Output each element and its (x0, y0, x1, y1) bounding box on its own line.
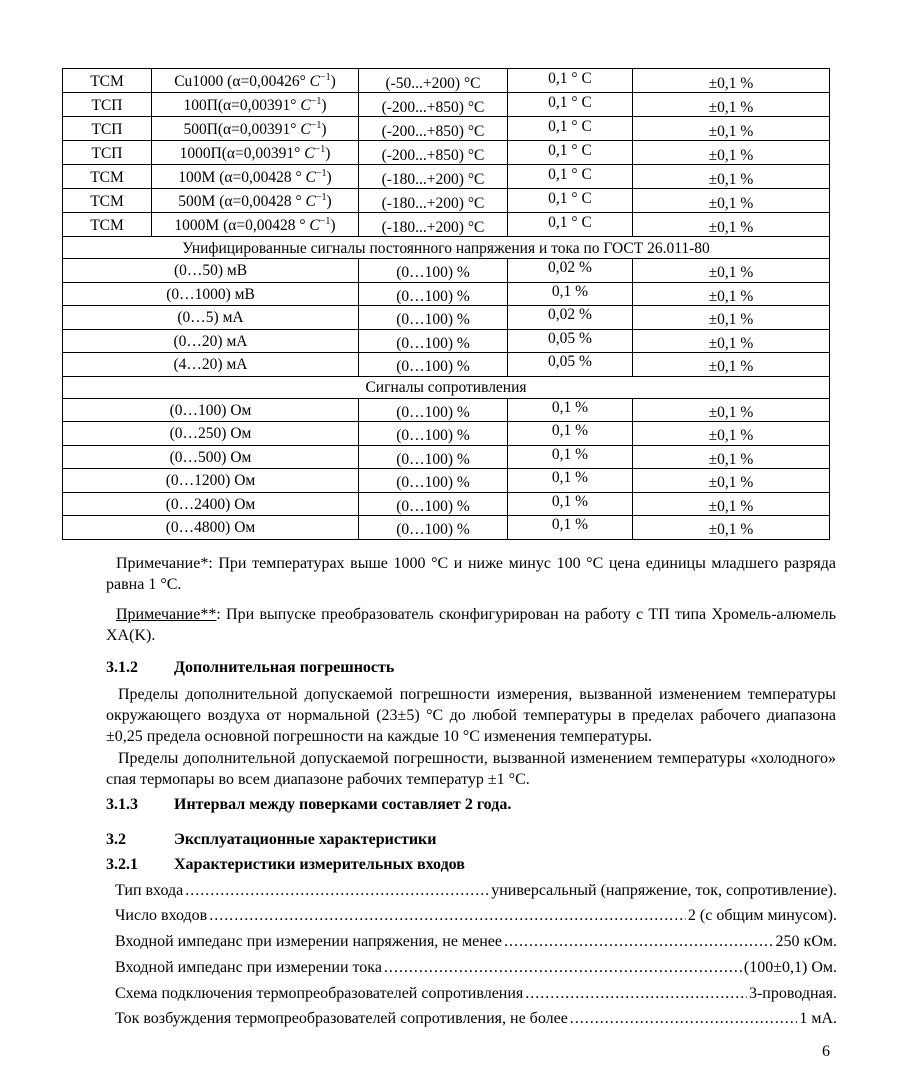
table-row (63, 398, 830, 422)
range-cell (359, 282, 508, 306)
table-row (63, 93, 830, 117)
range-cell (359, 445, 508, 469)
accuracy-cell (633, 213, 830, 237)
heading-title: Дополнительная погрешность (174, 659, 395, 676)
section-header-resistance: Сигналы сопротивления (63, 376, 830, 398)
accuracy-text: ±0,1 % (708, 170, 754, 188)
resolution-cell (508, 189, 633, 213)
range-cell (359, 189, 508, 213)
accuracy-text: ±0,1 % (708, 403, 754, 421)
unit-exponent: −1 (315, 191, 327, 203)
resolution-text: 0,1 % (551, 398, 589, 416)
spec-label: Схема подключения термопреобразователей сопротивления (115, 985, 524, 1002)
resolution-text: 0,1 ° С (548, 189, 592, 207)
sensor-name-cell (152, 69, 359, 93)
heading-title: Интервал между поверками составляет 2 года. (174, 796, 512, 813)
unit-exponent: −1 (319, 71, 331, 83)
signal-cell: (0…5) мА (63, 306, 359, 330)
unit-exponent: −1 (310, 95, 322, 107)
resolution-text: 0,1 % (551, 422, 589, 440)
accuracy-cell (633, 329, 830, 353)
leader-dots (209, 905, 686, 927)
accuracy-text: ±0,1 % (708, 521, 754, 539)
heading-3-1-3 (106, 796, 511, 814)
range-text: (-180...+200) °С (381, 218, 485, 236)
accuracy-text: ±0,1 % (708, 287, 754, 305)
resolution-cell (508, 141, 633, 165)
resolution-text: 0,1 % (551, 445, 589, 463)
heading-number: 3.1.2 (106, 659, 138, 676)
sensor-rows (63, 69, 830, 237)
accuracy-cell (633, 469, 830, 493)
sensor-type-cell: ТСП (63, 117, 152, 141)
range-text: (0…100) % (396, 474, 470, 492)
table-row (63, 469, 830, 493)
unit-symbol: C (305, 192, 316, 210)
table-row (63, 422, 830, 446)
signal-cell: (0…100) Ом (63, 398, 359, 422)
accuracy-cell (633, 282, 830, 306)
resolution-text: 0,1 % (551, 282, 589, 300)
heading-title: Характеристики измерительных входов (174, 856, 465, 873)
accuracy-cell (633, 445, 830, 469)
accuracy-text: ±0,1 % (708, 264, 754, 282)
closing-paren: ) (326, 192, 332, 210)
sensor-type-cell: ТСМ (63, 69, 152, 93)
accuracy-cell (633, 69, 830, 93)
range-text: (0…100) % (396, 264, 470, 282)
spec-value: 1 мА. (799, 1010, 837, 1027)
sensor-name-text: 1000М (α=0,00428 ° (174, 216, 310, 234)
signal-cell: (0…2400) Ом (63, 492, 359, 516)
resolution-text: 0,1 ° С (548, 69, 592, 87)
sensor-name-cell (152, 165, 359, 189)
accuracy-cell (633, 259, 830, 283)
table-row (63, 445, 830, 469)
unit-symbol: C (305, 168, 316, 186)
accuracy-text: ±0,1 % (708, 98, 754, 116)
leader-dots (185, 880, 489, 902)
range-text: (-200...+850) °С (381, 146, 485, 164)
closing-paren: ) (330, 216, 336, 234)
unit-exponent: −1 (319, 215, 331, 227)
resolution-cell (508, 93, 633, 117)
accuracy-text: ±0,1 % (708, 311, 754, 329)
range-cell (359, 213, 508, 237)
accuracy-text: ±0,1 % (708, 122, 754, 140)
spec-input-type (115, 880, 837, 902)
resolution-cell (508, 213, 633, 237)
resolution-cell (508, 306, 633, 330)
resolution-cell (508, 398, 633, 422)
spec-label: Входной импеданс при измерении тока (115, 959, 382, 976)
leader-dots (570, 1008, 798, 1030)
sensor-name-cell (152, 213, 359, 237)
range-cell (359, 93, 508, 117)
spec-voltage-impedance (115, 931, 837, 953)
range-text: (0…100) % (396, 311, 470, 329)
closing-paren: ) (325, 144, 331, 162)
range-cell (359, 306, 508, 330)
spec-value: 250 кОм. (775, 933, 837, 950)
sensor-type-cell: ТСП (63, 93, 152, 117)
resolution-cell (508, 69, 633, 93)
signal-cell: (0…1200) Ом (63, 469, 359, 493)
signal-cell: (0…20) мА (63, 329, 359, 353)
specifications-table (62, 68, 830, 540)
resolution-cell (508, 469, 633, 493)
table-row (63, 189, 830, 213)
resolution-cell (508, 445, 633, 469)
range-cell (359, 141, 508, 165)
range-cell (359, 117, 508, 141)
table-row (63, 213, 830, 237)
note-2-label: Примечание** (116, 606, 217, 623)
range-text: (0…100) % (396, 403, 470, 421)
accuracy-cell (633, 398, 830, 422)
spec-value: 2 (с общим минусом). (687, 907, 837, 924)
accuracy-text: ±0,1 % (708, 146, 754, 164)
sensor-name-text: Cu1000 (α=0,00426° (174, 72, 310, 90)
range-cell (359, 165, 508, 189)
signal-cell: (0…500) Ом (63, 445, 359, 469)
accuracy-cell (633, 422, 830, 446)
unit-symbol: C (304, 144, 315, 162)
unified-section (63, 237, 830, 259)
range-text: (0…100) % (396, 521, 470, 539)
spec-current-impedance (115, 957, 837, 979)
sensor-name-cell (152, 93, 359, 117)
resolution-text: 0,02 % (548, 259, 592, 277)
range-text: (0…100) % (396, 334, 470, 352)
note-1-text: : При температурах выше 1000 °С и ниже минус 100 °С цена единицы младшего разряда равна 1 °С. (106, 555, 836, 593)
range-text: (0…100) % (396, 358, 470, 376)
resolution-text: 0,1 ° С (548, 213, 592, 231)
heading-number: 3.1.3 (106, 796, 138, 813)
sensor-name-text: 100М (α=0,00428 ° (178, 168, 306, 186)
leader-dots (525, 983, 747, 1005)
range-text: (-200...+850) °С (381, 122, 485, 140)
accuracy-text: ±0,1 % (708, 497, 754, 515)
spec-rtd-excitation-current (115, 1008, 837, 1030)
spec-label: Число входов (115, 907, 208, 924)
accuracy-cell (633, 93, 830, 117)
spec-value: (100±0,1) Ом. (743, 959, 837, 976)
paragraph-additional-error-1: Пределы дополнительной допускаемой погрешности измерения, вызванной изменением температуры окружающего воздуха от нормальной (23±5) °С до любой температуры в пределах рабочего диапазона ±0,25 предела основной погрешности на каждые 10 °С изменения температуры. (106, 686, 836, 745)
unit-symbol: C (300, 120, 311, 138)
accuracy-cell (633, 492, 830, 516)
closing-paren: ) (326, 168, 332, 186)
spec-label: Входной импеданс при измерении напряжения, не менее (115, 933, 502, 950)
table-row (63, 259, 830, 283)
accuracy-text: ±0,1 % (708, 218, 754, 236)
sensor-type-cell: ТСП (63, 141, 152, 165)
unit-symbol: C (300, 96, 311, 114)
range-cell (359, 422, 508, 446)
resistance-rows (63, 398, 830, 539)
spec-value: 3-проводная. (748, 985, 837, 1002)
resolution-cell (508, 353, 633, 377)
range-text: (-200...+850) °С (381, 98, 485, 116)
note-2 (106, 604, 836, 646)
table-row (63, 282, 830, 306)
closing-paren: ) (330, 72, 336, 90)
accuracy-text: ±0,1 % (708, 358, 754, 376)
table-row (63, 69, 830, 93)
signal-cell: (0…4800) Ом (63, 516, 359, 540)
accuracy-cell (633, 117, 830, 141)
range-text: (0…100) % (396, 287, 470, 305)
paragraph-additional-error-2: Пределы дополнительной допускаемой погрешности, вызванной изменением температуры «холодного» спая термопары во всем диапазоне рабочих температур ±1 °С. (106, 750, 836, 788)
accuracy-cell (633, 516, 830, 540)
sensor-name-cell (152, 189, 359, 213)
resolution-cell (508, 422, 633, 446)
range-cell (359, 398, 508, 422)
accuracy-text: ±0,1 % (708, 474, 754, 492)
heading-3-1-2 (106, 659, 394, 677)
table-row (63, 141, 830, 165)
unified-rows (63, 259, 830, 377)
accuracy-cell (633, 141, 830, 165)
resolution-text: 0,1 % (551, 516, 589, 534)
signal-cell: (4…20) мА (63, 353, 359, 377)
resolution-cell (508, 329, 633, 353)
spec-value: универсальный (напряжение, ток, сопротивление). (491, 882, 837, 899)
range-text: (0…100) % (396, 427, 470, 445)
resolution-text: 0,1 ° С (548, 117, 592, 135)
accuracy-cell (633, 306, 830, 330)
signal-cell: (0…50) мВ (63, 259, 359, 283)
table-row (63, 329, 830, 353)
section-header-unified: Унифицированные сигналы постоянного напряжения и тока по ГОСТ 26.011-80 (63, 237, 830, 259)
range-text: (-180...+200) °С (381, 170, 485, 188)
unit-exponent: −1 (310, 119, 322, 131)
accuracy-text: ±0,1 % (708, 74, 754, 92)
resolution-text: 0,1 ° С (548, 141, 592, 159)
resolution-text: 0,1 ° С (548, 93, 592, 111)
table-row (63, 117, 830, 141)
resolution-cell (508, 282, 633, 306)
leader-dots (384, 957, 742, 979)
range-cell (359, 353, 508, 377)
resolution-cell (508, 117, 633, 141)
accuracy-text: ±0,1 % (708, 427, 754, 445)
range-text: (-50...+200) °С (385, 74, 481, 92)
sensor-name-cell (152, 117, 359, 141)
heading-3-2-1 (106, 856, 465, 874)
signal-cell: (0…1000) мВ (63, 282, 359, 306)
page-number: 6 (822, 1043, 830, 1060)
range-text: (0…100) % (396, 450, 470, 468)
heading-number: 3.2 (106, 831, 126, 848)
resistance-section (63, 376, 830, 398)
spec-input-count (115, 905, 837, 927)
heading-title: Эксплуатационные характеристики (174, 831, 437, 848)
resolution-text: 0,02 % (548, 306, 592, 324)
table-row (63, 165, 830, 189)
accuracy-cell (633, 165, 830, 189)
unit-symbol: C (309, 216, 320, 234)
sensor-name-text: 500П(α=0,00391° (183, 120, 301, 138)
unit-symbol: C (309, 72, 320, 90)
table-row (63, 306, 830, 330)
range-cell (359, 69, 508, 93)
resolution-cell (508, 516, 633, 540)
spec-label: Тип входа (115, 882, 184, 899)
table-row (63, 516, 830, 540)
table-row (63, 353, 830, 377)
accuracy-text: ±0,1 % (708, 194, 754, 212)
table-row (63, 492, 830, 516)
sensor-name-text: 100П(α=0,00391° (183, 96, 301, 114)
accuracy-text: ±0,1 % (708, 450, 754, 468)
sensor-type-cell: ТСМ (63, 213, 152, 237)
heading-3-2 (106, 831, 436, 849)
leader-dots (504, 931, 774, 953)
range-cell (359, 492, 508, 516)
spec-rtd-wiring (115, 983, 837, 1005)
sensor-name-text: 1000П(α=0,00391° (179, 144, 305, 162)
resolution-text: 0,1 % (551, 469, 589, 487)
resolution-text: 0,05 % (548, 329, 592, 347)
range-cell (359, 516, 508, 540)
accuracy-cell (633, 189, 830, 213)
sensor-name-cell (152, 141, 359, 165)
unit-exponent: −1 (315, 167, 327, 179)
sensor-type-cell: ТСМ (63, 165, 152, 189)
closing-paren: ) (321, 120, 327, 138)
range-cell (359, 469, 508, 493)
note-1-label: Примечание* (116, 555, 209, 572)
range-cell (359, 259, 508, 283)
spec-label: Ток возбуждения термопреобразователей сопротивления, не более (115, 1010, 568, 1027)
resolution-text: 0,05 % (548, 353, 592, 371)
accuracy-cell (633, 353, 830, 377)
note-1 (106, 553, 836, 595)
closing-paren: ) (321, 96, 327, 114)
note-2-text: : При выпуске преобразователь сконфигурирован на работу с ТП типа Хромель-алюмель ХА(K). (106, 606, 836, 644)
unit-exponent: −1 (314, 143, 326, 155)
resolution-cell (508, 259, 633, 283)
resolution-cell (508, 492, 633, 516)
resolution-cell (508, 165, 633, 189)
sensor-type-cell: ТСМ (63, 189, 152, 213)
resolution-text: 0,1 ° С (548, 165, 592, 183)
range-cell (359, 329, 508, 353)
range-text: (0…100) % (396, 497, 470, 515)
sensor-name-text: 500М (α=0,00428 ° (178, 192, 306, 210)
resolution-text: 0,1 % (551, 492, 589, 510)
accuracy-text: ±0,1 % (708, 334, 754, 352)
range-text: (-180...+200) °С (381, 194, 485, 212)
heading-number: 3.2.1 (106, 856, 138, 873)
signal-cell: (0…250) Ом (63, 422, 359, 446)
